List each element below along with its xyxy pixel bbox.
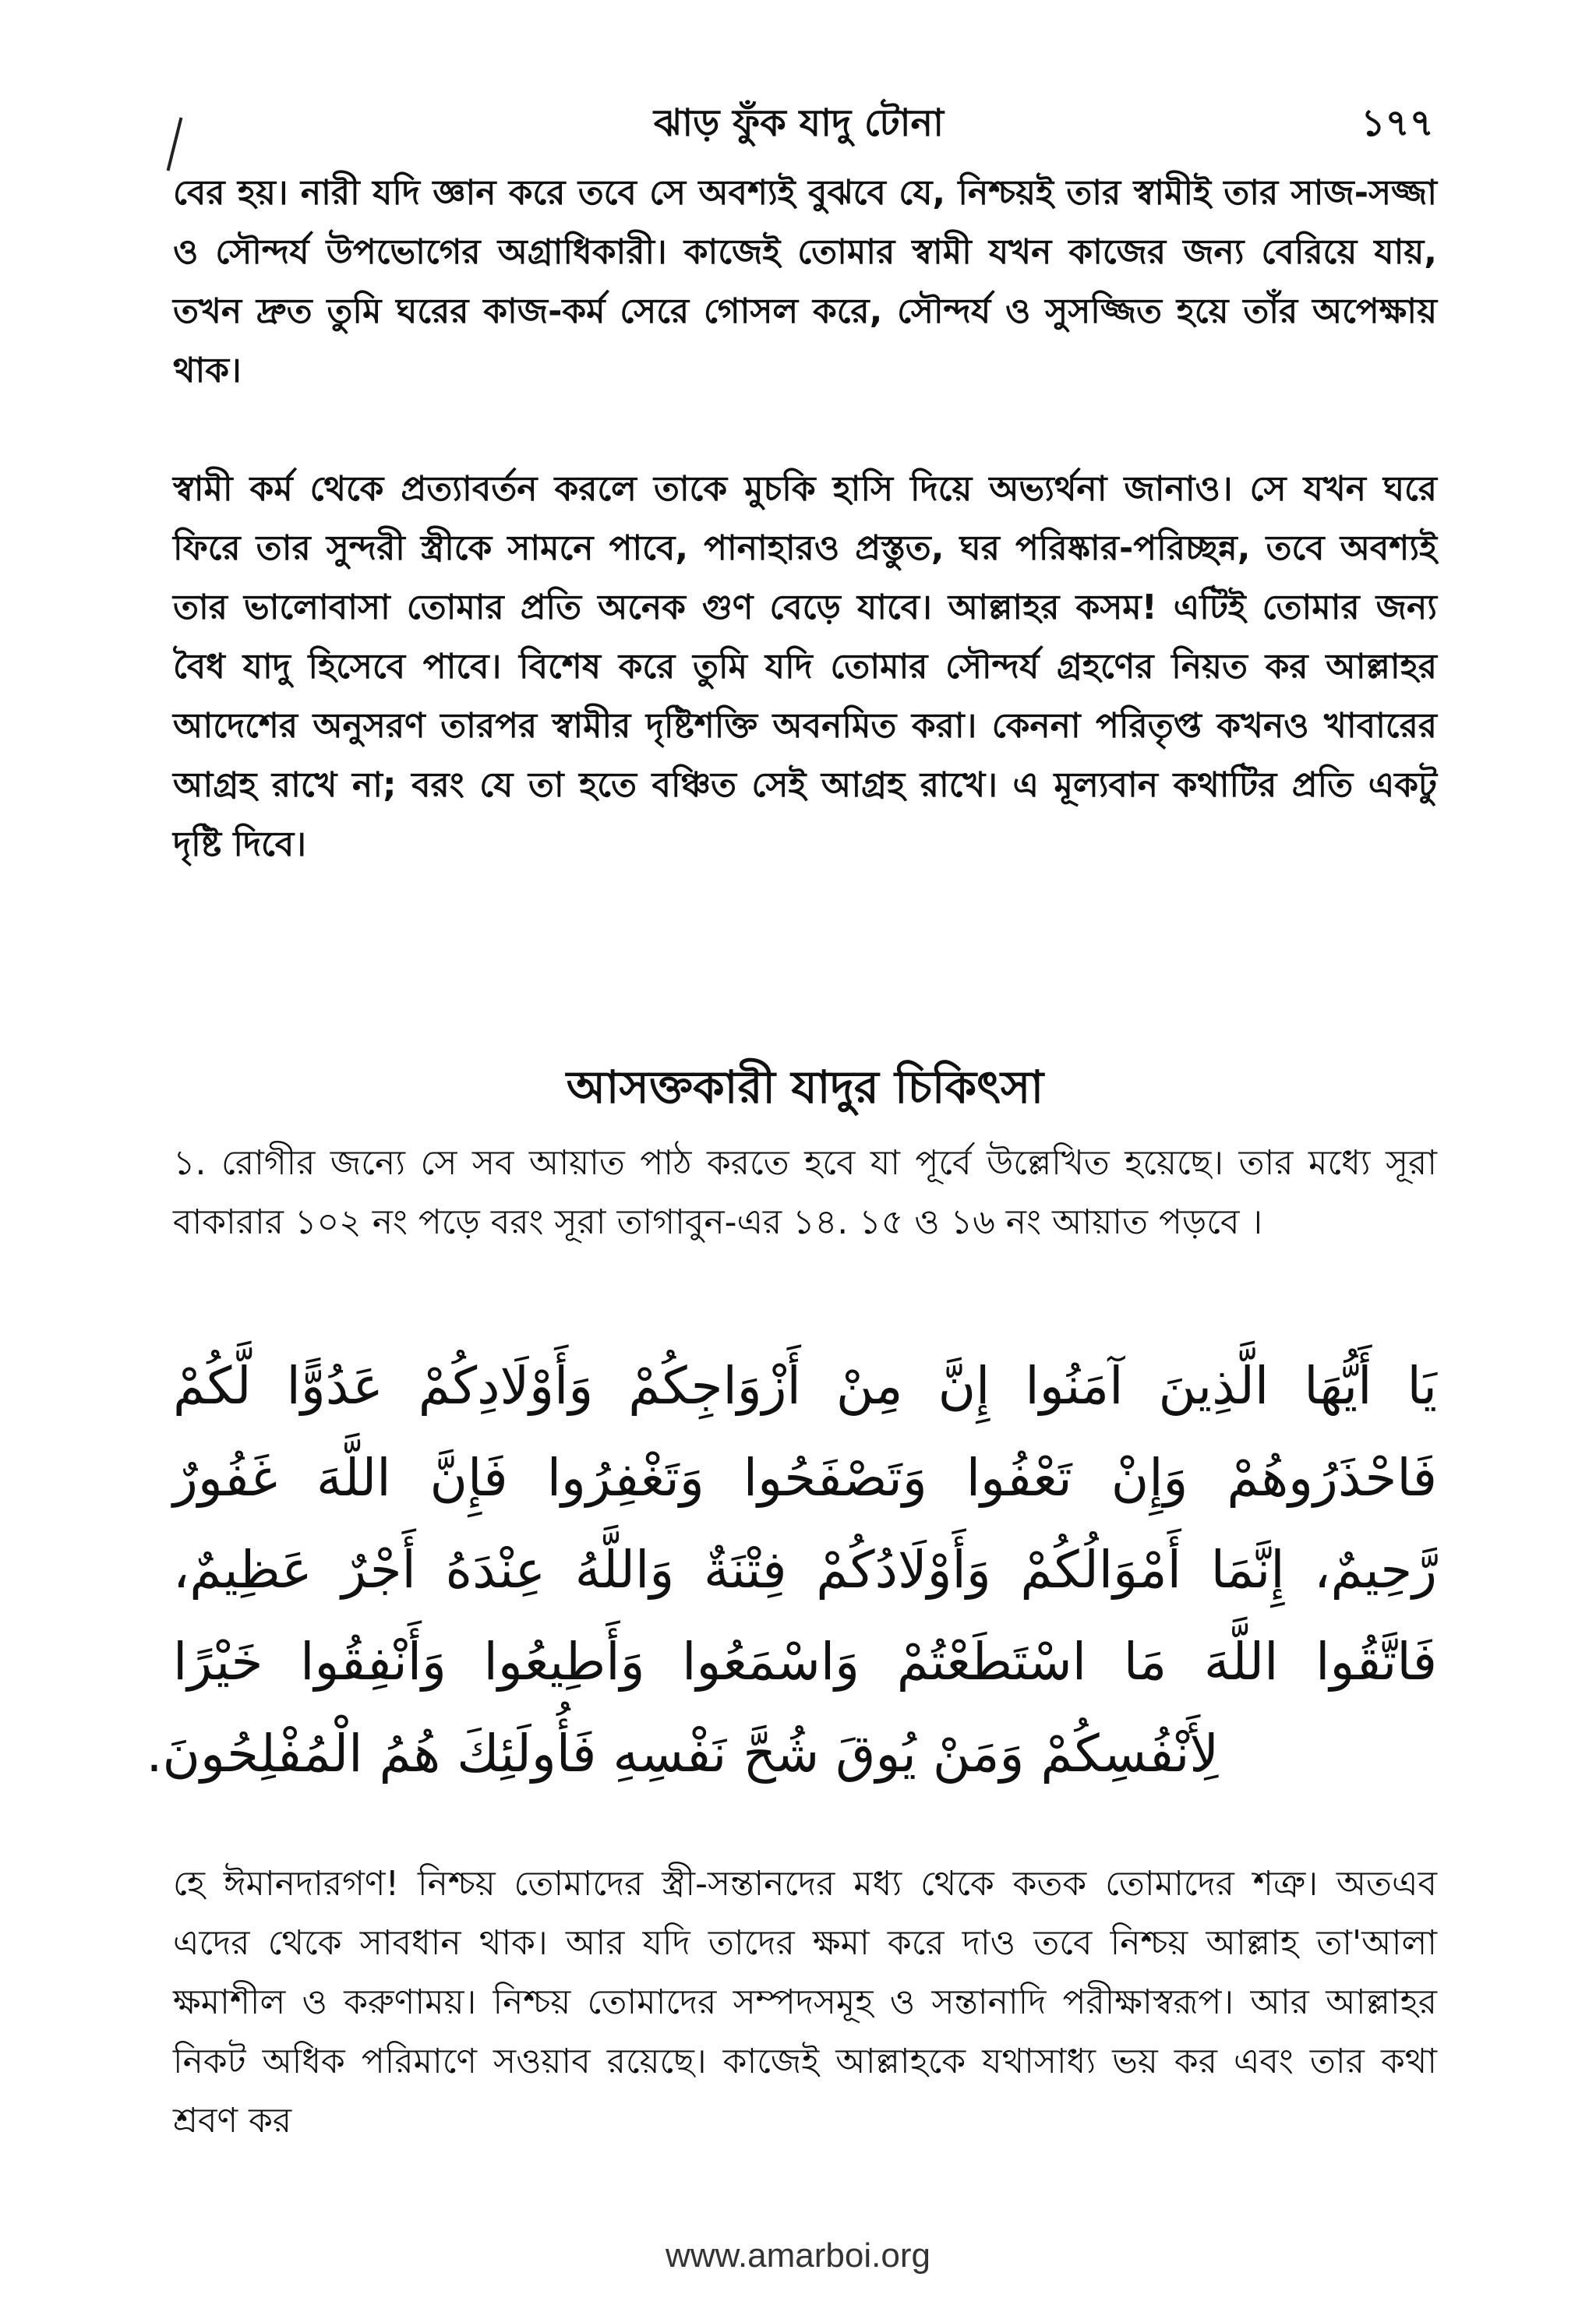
arabic-verse-line: رَّحِيمٌ، إِنَّمَا أَمْوَالُكُمْ وَأَوْلَادُكُمْ فِتْنَةٌ وَاللَّهُ عِنْدَهُ أَجْرٌ عَظِيمٌ، [173, 1540, 1437, 1600]
paragraph-1: বের হয়। নারী যদি জ্ঞান করে তবে সে অবশ্যই বুঝবে যে, নিশ্চয়ই তার স্বামীই তার সাজ-সজ্জা ও সৌন্দর্য উপভোগের অগ্রাধিকারী। কাজেই তোমার স্বামী যখন কাজের জন্য বেরিয়ে যায়, তখন দ্রুত তুমি ঘরের কাজ-কর্ম সেরে গোসল করে, সৌন্দর্য ও সুসজ্জিত হয়ে তাঁর অপেক্ষায় থাক। [173, 173, 1437, 390]
arabic-verse-block [146, 1340, 1437, 1800]
section-heading: আসক্তকারী যাদুর চিকিৎসা [566, 1061, 1044, 1114]
arabic-verse-line: يَا أَيُّهَا الَّذِينَ آمَنُوا إِنَّ مِنْ أَزْوَاجِكُمْ وَأَوْلَادِكُمْ عَدُوًّا لَّكُمْ [173, 1356, 1437, 1416]
paragraph-2: স্বামী কর্ম থেকে প্রত্যাবর্তন করলে তাকে মুচকি হাসি দিয়ে অভ্যর্থনা জানাও। সে যখন ঘরে ফিরে তার সুন্দরী স্ত্রীকে সামনে পাবে, পানাহারও প্রস্তুত, ঘর পরিষ্কার-পরিচ্ছন্ন, তবে অবশ্যই তার ভালোবাসা তোমার প্রতি অনেক গুণ বেড়ে যাবে। আল্লাহর কসম! এটিই তোমার জন্য বৈধ যাদু হিসেবে পাবে। বিশেষ করে তুমি যদি তোমার সৌন্দর্য গ্রহণের নিয়ত কর আল্লাহর আদেশের অনুসরণ তারপর স্বামীর দৃষ্টিশক্তি অবনমিত করা। কেননা পরিতৃপ্ত কখনও খাবারের আগ্রহ রাখে না; বরং যে তা হতে বঞ্চিত সেই আগ্রহ রাখে। এ মূল্যবান কথাটির প্রতি একটু দৃষ্টি দিবে। [173, 469, 1437, 864]
footer-url[interactable]: www.amarboi.org [666, 2236, 930, 2275]
arabic-verse-line: فَاحْذَرُوهُمْ وَإِنْ تَعْفُوا وَتَصْفَحُوا وَتَغْفِرُوا فَإِنَّ اللَّهَ غَفُورٌ [173, 1448, 1437, 1508]
running-header [164, 92, 1434, 154]
arabic-verse-line: لِأَنْفُسِكُمْ وَمَنْ يُوقَ شُحَّ نَفْسِهِ فَأُولَئِكَ هُمُ الْمُفْلِحُونَ. [146, 1724, 1219, 1784]
page-number: ১৭৭ [1361, 101, 1434, 145]
header-title: ঝাড় ফুঁক যাদু টোনা [653, 101, 945, 145]
paragraph-4: হে ঈমানদারগণ! নিশ্চয় তোমাদের স্ত্রী-সন্তানদের মধ্য থেকে কতক তোমাদের শত্রু। অতএব এদের থেকে সাবধান থাক। আর যদি তাদের ক্ষমা করে দাও তবে নিশ্চয় আল্লাহ তা'আলা ক্ষমাশীল ও করুণাময়। নিশ্চয় তোমাদের সম্পদসমূহ ও সন্তানাদি পরীক্ষাস্বরূপ। আর আল্লাহর নিকট অধিক পরিমাণে সওয়াব রয়েছে। কাজেই আল্লাহকে যথাসাধ্য ভয় কর এবং তার কথা শ্রবণ কর [173, 1864, 1437, 2141]
arabic-verse-line: فَاتَّقُوا اللَّهَ مَا اسْتَطَعْتُمْ وَاسْمَعُوا وَأَطِيعُوا وَأَنْفِقُوا خَيْرًا [173, 1632, 1437, 1692]
paragraph-3: ১. রোগীর জন্যে সে সব আয়াত পাঠ করতে হবে যা পূর্বে উল্লেখিত হয়েছে। তার মধ্যে সূরা বাকারার ১০২ নং পড়ে বরং সূরা তাগাবুন-এর ১৪. ১৫ ও ১৬ নং আয়াত পড়বে । [173, 1143, 1437, 1242]
